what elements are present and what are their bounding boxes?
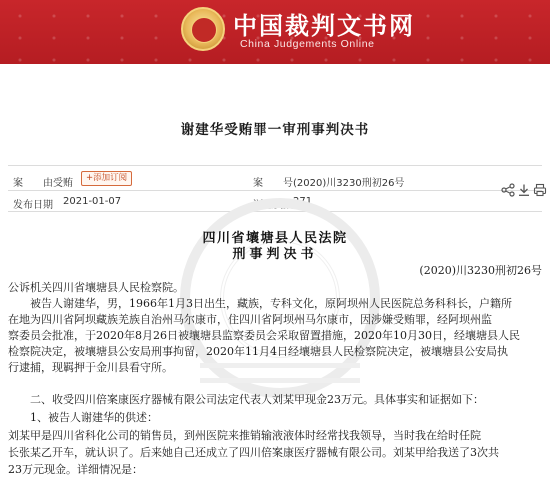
judgment-title: 刑事判决书 xyxy=(232,247,318,262)
publish-date-value: 2021-01-07 xyxy=(63,196,122,207)
paragraph-prosecutor: 公诉机关四川省壤塘县人民检察院。 xyxy=(8,281,184,294)
meta-divider-top xyxy=(8,165,542,166)
national-emblem-icon xyxy=(181,7,225,51)
paragraph-line: 行逮捕，现羁押于金川县看守所。 xyxy=(8,361,173,374)
share-icon[interactable] xyxy=(501,183,515,197)
site-header-banner xyxy=(0,0,550,64)
views-value: 271 xyxy=(293,196,313,207)
header-gap xyxy=(0,64,550,76)
paragraph-line: 被告人谢建华，男，1966年1月3日出生，藏族，专科文化，原阿坝州人民医院总务科科长，户籍所 xyxy=(30,297,512,310)
court-name: 四川省壤塘县人民法院 xyxy=(202,231,348,246)
print-icon[interactable] xyxy=(533,183,547,197)
emblem-center xyxy=(191,17,217,43)
paragraph-line: 二、收受四川倍案康医疗器械有限公司法定代表人刘某甲现金23万元。具体事实和证据如下： xyxy=(30,393,484,406)
paragraph-line: 长张某乙开车，就认识了。后来她自己还成立了四川倍案康医疗器械有限公司。刘某甲给我送了3次共 xyxy=(8,446,499,459)
case-number-value: (2020)川3230刑初26号 xyxy=(293,178,405,189)
publish-date-label: 发布日期 xyxy=(13,200,53,211)
subscribe-button[interactable] xyxy=(81,171,132,186)
paragraph-line: 在地为四川省阿坝藏族羌族自治州马尔康市，住四川省阿坝州马尔康市，因涉嫌受贿罪，经阿坝州监 xyxy=(8,313,492,326)
paragraph-line: 察委员会批准，于2020年8月26日被壤塘县监察委员会采取留置措施，2020年10月30日，经壤塘县人民 xyxy=(8,329,520,342)
case-number-label: 案 号 xyxy=(253,178,293,189)
views-label: 浏览次数 xyxy=(253,200,293,211)
paragraph-line: 检察院决定，被壤塘县公安局刑事拘留，2020年11月4日经壤塘县人民检察院决定，被壤塘县公安局执 xyxy=(8,345,508,358)
site-title[interactable]: 中国裁判文书网 xyxy=(233,11,415,40)
plus-icon: + xyxy=(86,173,94,183)
paragraph-line: 1、被告人谢建华的供述： xyxy=(30,411,158,424)
paragraph-line: 刘某甲是四川省科化公司的销售员，到州医院来推销输液液体时经常找我领导，当时我在给时任院 xyxy=(8,429,481,442)
cause-value: 受贿 xyxy=(53,178,73,189)
document-title: 谢建华受贿罪一审刑事判决书 xyxy=(180,122,370,138)
cause-label: 案 由 xyxy=(13,178,53,189)
download-icon[interactable] xyxy=(517,183,531,197)
meta-divider-mid xyxy=(8,190,542,191)
subscribe-label: 添加订阅 xyxy=(93,173,128,183)
site-subtitle: China Judgements Online xyxy=(240,38,375,50)
case-number-line: (2020)川3230刑初26号 xyxy=(419,264,542,277)
paragraph-line: 23万元现金。详细情况是： xyxy=(8,463,143,476)
